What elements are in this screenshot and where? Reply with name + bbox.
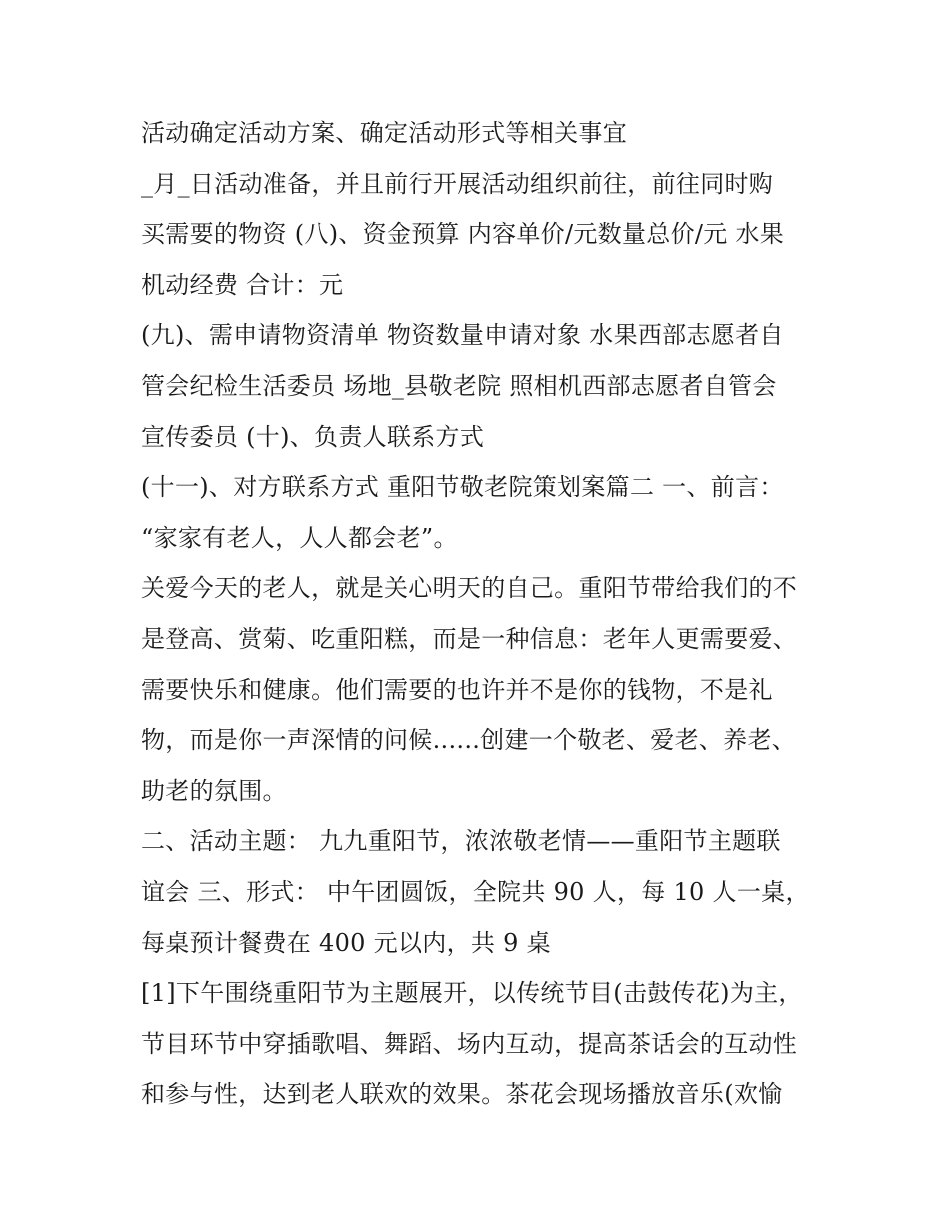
text-line: 节目环节中穿插歌唱、舞蹈、场内互动，提高茶话会的互动性: [141, 1029, 798, 1058]
text-line: 宣传委员 (十)、负责人联系方式: [141, 422, 485, 451]
text-line: 助老的氛围。: [141, 776, 287, 805]
text-line: 谊会 三、形式： 中午团圆饭，全院共 90 人，每 10 人一桌，: [141, 877, 810, 906]
text-line: “家家有老人，人人都会老”。: [141, 523, 458, 552]
text-line: 是登高、赏菊、吃重阳糕，而是一种信息：老年人更需要爱、: [141, 624, 798, 653]
document-body: [141, 108, 821, 1120]
text-line: 机动经费 合计：元: [141, 270, 344, 299]
text-line: 关爱今天的老人，就是关心明天的自己。重阳节带给我们的不: [141, 574, 798, 603]
text-line: 和参与性，达到老人联欢的效果。茶花会现场播放音乐(欢愉: [141, 1080, 783, 1109]
text-line: 需要快乐和健康。他们需要的也许并不是你的钱物，不是礼: [141, 675, 773, 704]
text-line: 管会纪检生活委员 场地_县敬老院 照相机西部志愿者自管会: [141, 371, 777, 400]
text-line: (九)、需申请物资清单 物资数量申请对象 水果西部志愿者自: [141, 321, 784, 350]
text-line: 每桌预计餐费在 400 元以内，共 9 桌: [141, 928, 551, 957]
text-line: 活动确定活动方案、确定活动形式等相关事宜: [141, 119, 627, 147]
text-line: (十一)、对方联系方式 重阳节敬老院策划案篇二 一、前言：: [141, 473, 784, 502]
text-line: _月_日活动准备，并且前行开展活动组织前往，前往同时购: [141, 169, 774, 198]
text-line: 买需要的物资 (八)、资金预算 内容单价/元数量总价/元 水果: [141, 220, 785, 249]
text-line: [1]下午围绕重阳节为主题展开，以传统节目(击鼓传花)为主，: [141, 979, 803, 1008]
text-line: 物，而是你一声深情的问候......创建一个敬老、爱老、养老、: [141, 726, 797, 755]
text-line: 二、活动主题： 九九重阳节，浓浓敬老情——重阳节主题联: [141, 827, 781, 856]
